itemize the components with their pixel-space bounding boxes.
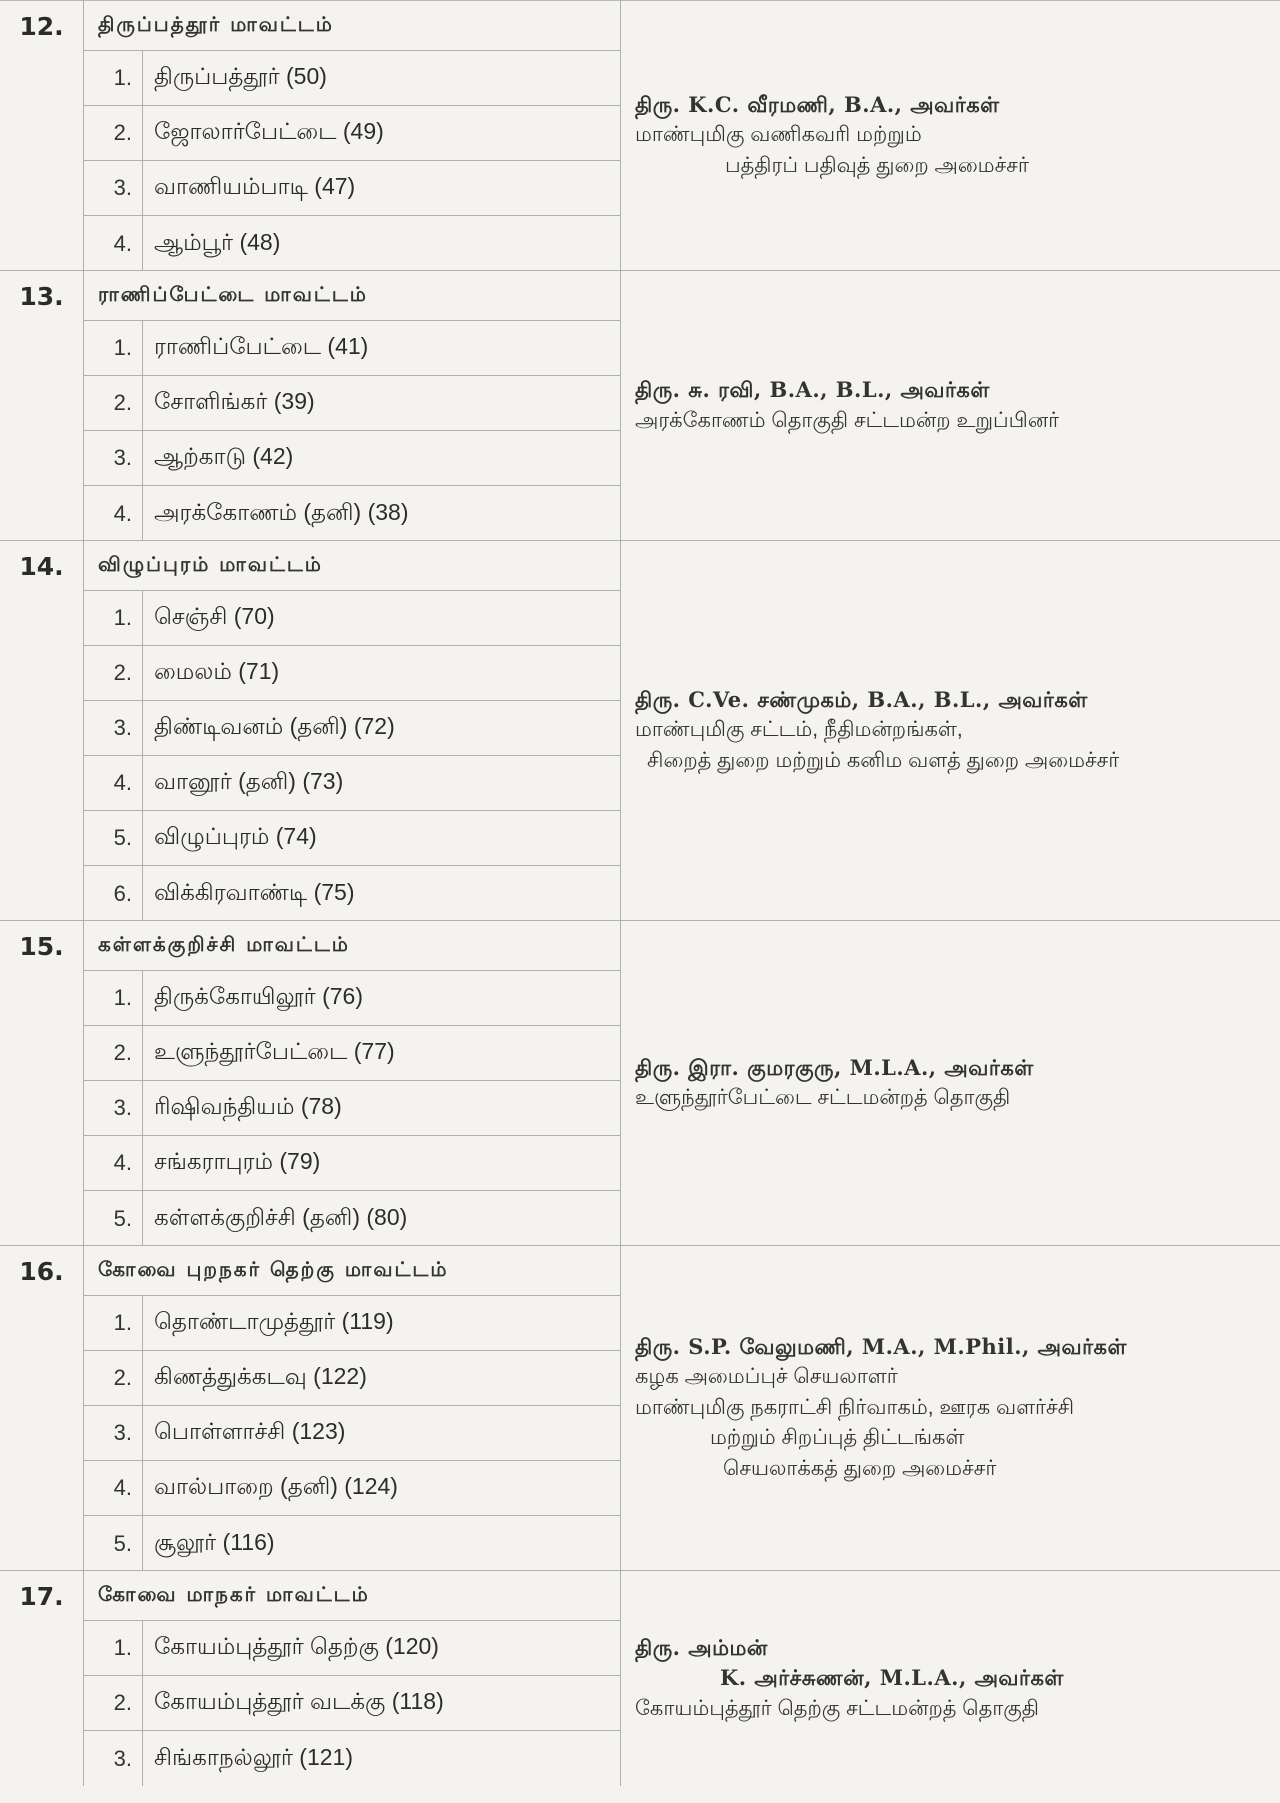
constituency-name: செஞ்சி (70): [154, 603, 275, 629]
coordinator-name-line: K. அர்ச்சுணன், M.L.A., அவர்கள்: [720, 1665, 1064, 1691]
constituency-name: அரக்கோணம் (தனி) (38): [154, 498, 409, 525]
district-block: [0, 541, 1280, 921]
number-column-spacer: [0, 971, 84, 1245]
constituency-row: [84, 486, 621, 541]
constituency-row: [84, 431, 621, 486]
constituency-row: [84, 811, 621, 866]
coordinator-name-line: திரு. K.C. வீரமணி, B.A., அவர்கள்: [635, 91, 1000, 117]
coordinator-role-line: அரக்கோணம் தொகுதி சட்டமன்ற உறுப்பினர்: [635, 408, 1060, 432]
constituency-name: திண்டிவனம் (தனி) (72): [154, 713, 395, 739]
constituency-row: [84, 1621, 621, 1676]
constituency-index: 2.: [84, 1676, 143, 1730]
coordinator-info: [621, 271, 1280, 540]
constituency-row: [84, 1516, 621, 1571]
coordinator-role-line: உளுந்தூர்பேட்டை சட்டமன்றத் தொகுதி: [635, 1086, 1011, 1109]
district-name: கள்ளக்குறிச்சி மாவட்டம்: [84, 921, 621, 971]
constituency-index: 3.: [84, 1731, 143, 1786]
constituency-index: 3.: [84, 1406, 143, 1460]
constituency-name: ஜோலார்பேட்டை (49): [154, 118, 384, 144]
constituency-row: [84, 866, 621, 921]
constituency-row: [84, 591, 621, 646]
coordinator-role-line: கோயம்புத்தூர் தெற்கு சட்டமன்றத் தொகுதி: [635, 1696, 1040, 1720]
coordinator-name-line: திரு. S.P. வேலுமணி, M.A., M.Phil., அவர்கள்: [635, 1333, 1127, 1359]
constituency-index: 2.: [84, 646, 143, 700]
coordinator-role-line: மாண்புமிகு நகராட்சி நிர்வாகம், ஊரக வளர்ச்சி: [635, 1395, 1075, 1419]
coordinator-info: [621, 541, 1280, 920]
constituency-index: 1.: [84, 591, 143, 645]
district-name: ராணிப்பேட்டை மாவட்டம்: [84, 271, 621, 321]
district-number: 12.: [0, 1, 84, 51]
constituency-name: கள்ளக்குறிச்சி (தனி) (80): [154, 1203, 408, 1230]
number-column-spacer: [0, 591, 84, 920]
constituency-row: [84, 646, 621, 701]
constituency-index: 4.: [84, 756, 143, 810]
constituency-index: 1.: [84, 321, 143, 375]
constituency-name: வால்பாறை (தனி) (124): [154, 1473, 398, 1499]
coordinator-role-line: சிறைத் துறை மற்றும் கனிம வளத் துறை அமைச்சர்: [647, 748, 1120, 772]
district-number: 14.: [0, 541, 84, 591]
coordinator-info: [621, 1571, 1280, 1786]
constituency-name: வாணியம்பாடி (47): [154, 173, 356, 199]
constituency-row: [84, 1406, 621, 1461]
constituency-row: [84, 1731, 621, 1786]
coordinator-role-line: செயலாக்கத் துறை அமைச்சர்: [723, 1456, 997, 1480]
constituency-index: 2.: [84, 1026, 143, 1080]
constituency-row: [84, 106, 621, 161]
constituency-index: 5.: [84, 811, 143, 865]
constituency-name: சங்கராபுரம் (79): [154, 1148, 321, 1174]
coordinator-role-line: கழக அமைப்புச் செயலாளர்: [635, 1365, 898, 1389]
constituency-name: கிணத்துக்கடவு (122): [154, 1363, 367, 1389]
constituency-index: 2.: [84, 106, 143, 160]
coordinator-role-line: மற்றும் சிறப்புத் திட்டங்கள்: [710, 1426, 965, 1450]
district-block: [0, 1571, 1280, 1786]
constituency-row: [84, 1296, 621, 1351]
constituency-name: ஆம்பூர் (48): [154, 228, 281, 255]
constituency-row: [84, 321, 621, 376]
constituency-index: 1.: [84, 1296, 143, 1350]
constituency-index: 3.: [84, 701, 143, 755]
constituency-row: [84, 971, 621, 1026]
constituency-name: விழுப்புரம் (74): [154, 823, 317, 849]
constituency-row: [84, 756, 621, 811]
district-block: [0, 1, 1280, 271]
district-number: 13.: [0, 271, 84, 321]
constituency-row: [84, 1191, 621, 1246]
constituency-row: [84, 1136, 621, 1191]
coordinator-name-line: திரு. அம்மன்: [635, 1634, 768, 1660]
constituency-name: சூலூர் (116): [154, 1528, 275, 1555]
district-name: விழுப்புரம் மாவட்டம்: [84, 541, 621, 591]
constituency-name: கோயம்புத்தூர் தெற்கு (120): [154, 1633, 439, 1659]
district-name: திருப்பத்தூர் மாவட்டம்: [84, 1, 621, 51]
coordinator-info: [621, 1, 1280, 270]
constituency-row: [84, 376, 621, 431]
district-block: [0, 1246, 1280, 1571]
constituency-row: [84, 1676, 621, 1731]
district-number: 15.: [0, 921, 84, 971]
coordinator-name-line: திரு. சு. ரவி, B.A., B.L., அவர்கள்: [635, 377, 990, 403]
number-column-spacer: [0, 51, 84, 270]
coordinator-name-line: திரு. இரா. குமரகுரு, M.L.A., அவர்கள்: [635, 1054, 1034, 1080]
constituency-name: ராணிப்பேட்டை (41): [154, 333, 369, 359]
district-block: [0, 271, 1280, 541]
number-column-spacer: [0, 1296, 84, 1570]
constituency-row: [84, 161, 621, 216]
constituency-name: தொண்டாமுத்தூர் (119): [154, 1308, 394, 1334]
constituency-index: 2.: [84, 376, 143, 430]
constituency-name: வானூர் (தனி) (73): [154, 768, 344, 794]
coordinator-role-line: மாண்புமிகு வணிகவரி மற்றும்: [635, 123, 922, 147]
coordinator-info: [621, 921, 1280, 1245]
constituency-name: ஆற்காடு (42): [154, 443, 294, 469]
coordinator-info: [621, 1246, 1280, 1570]
constituency-row: [84, 1461, 621, 1516]
constituency-row: [84, 1026, 621, 1081]
constituency-index: 3.: [84, 431, 143, 485]
constituency-index: 4.: [84, 486, 143, 541]
number-column-spacer: [0, 321, 84, 540]
number-column-spacer: [0, 1621, 84, 1786]
constituency-name: திருக்கோயிலூர் (76): [154, 983, 363, 1009]
constituency-name: ரிஷிவந்தியம் (78): [154, 1093, 342, 1119]
constituency-index: 1.: [84, 1621, 143, 1675]
coordinator-role-line: பத்திரப் பதிவுத் துறை அமைச்சர்: [725, 153, 1029, 177]
constituency-index: 4.: [84, 1461, 143, 1515]
district-name: கோவை மாநகர் மாவட்டம்: [84, 1571, 621, 1621]
constituency-name: மைலம் (71): [154, 658, 280, 684]
constituency-row: [84, 51, 621, 106]
constituency-index: 1.: [84, 971, 143, 1025]
constituency-name: சோளிங்கர் (39): [154, 388, 315, 414]
constituency-index: 4.: [84, 216, 143, 271]
constituency-row: [84, 216, 621, 271]
constituency-index: 5.: [84, 1516, 143, 1571]
constituency-name: சிங்காநல்லூர் (121): [154, 1743, 353, 1770]
district-number: 16.: [0, 1246, 84, 1296]
constituency-row: [84, 701, 621, 756]
constituency-index: 2.: [84, 1351, 143, 1405]
constituency-index: 5.: [84, 1191, 143, 1246]
constituency-index: 4.: [84, 1136, 143, 1190]
constituency-index: 1.: [84, 51, 143, 105]
constituency-index: 6.: [84, 866, 143, 921]
coordinator-name-line: திரு. C.Ve. சண்முகம், B.A., B.L., அவர்கள்: [635, 686, 1088, 712]
district-number: 17.: [0, 1571, 84, 1621]
constituency-row: [84, 1081, 621, 1136]
constituency-name: உளுந்தூர்பேட்டை (77): [154, 1038, 395, 1064]
district-block: [0, 921, 1280, 1246]
constituency-index: 3.: [84, 1081, 143, 1135]
district-name: கோவை புறநகர் தெற்கு மாவட்டம்: [84, 1246, 621, 1296]
coordinator-role-line: மாண்புமிகு சட்டம், நீதிமன்றங்கள்,: [635, 718, 963, 742]
constituency-name: கோயம்புத்தூர் வடக்கு (118): [154, 1688, 444, 1714]
constituency-name: திருப்பத்தூர் (50): [154, 63, 327, 89]
constituency-index: 3.: [84, 161, 143, 215]
constituency-name: விக்கிரவாண்டி (75): [154, 878, 355, 905]
constituency-row: [84, 1351, 621, 1406]
constituency-name: பொள்ளாச்சி (123): [154, 1418, 346, 1444]
